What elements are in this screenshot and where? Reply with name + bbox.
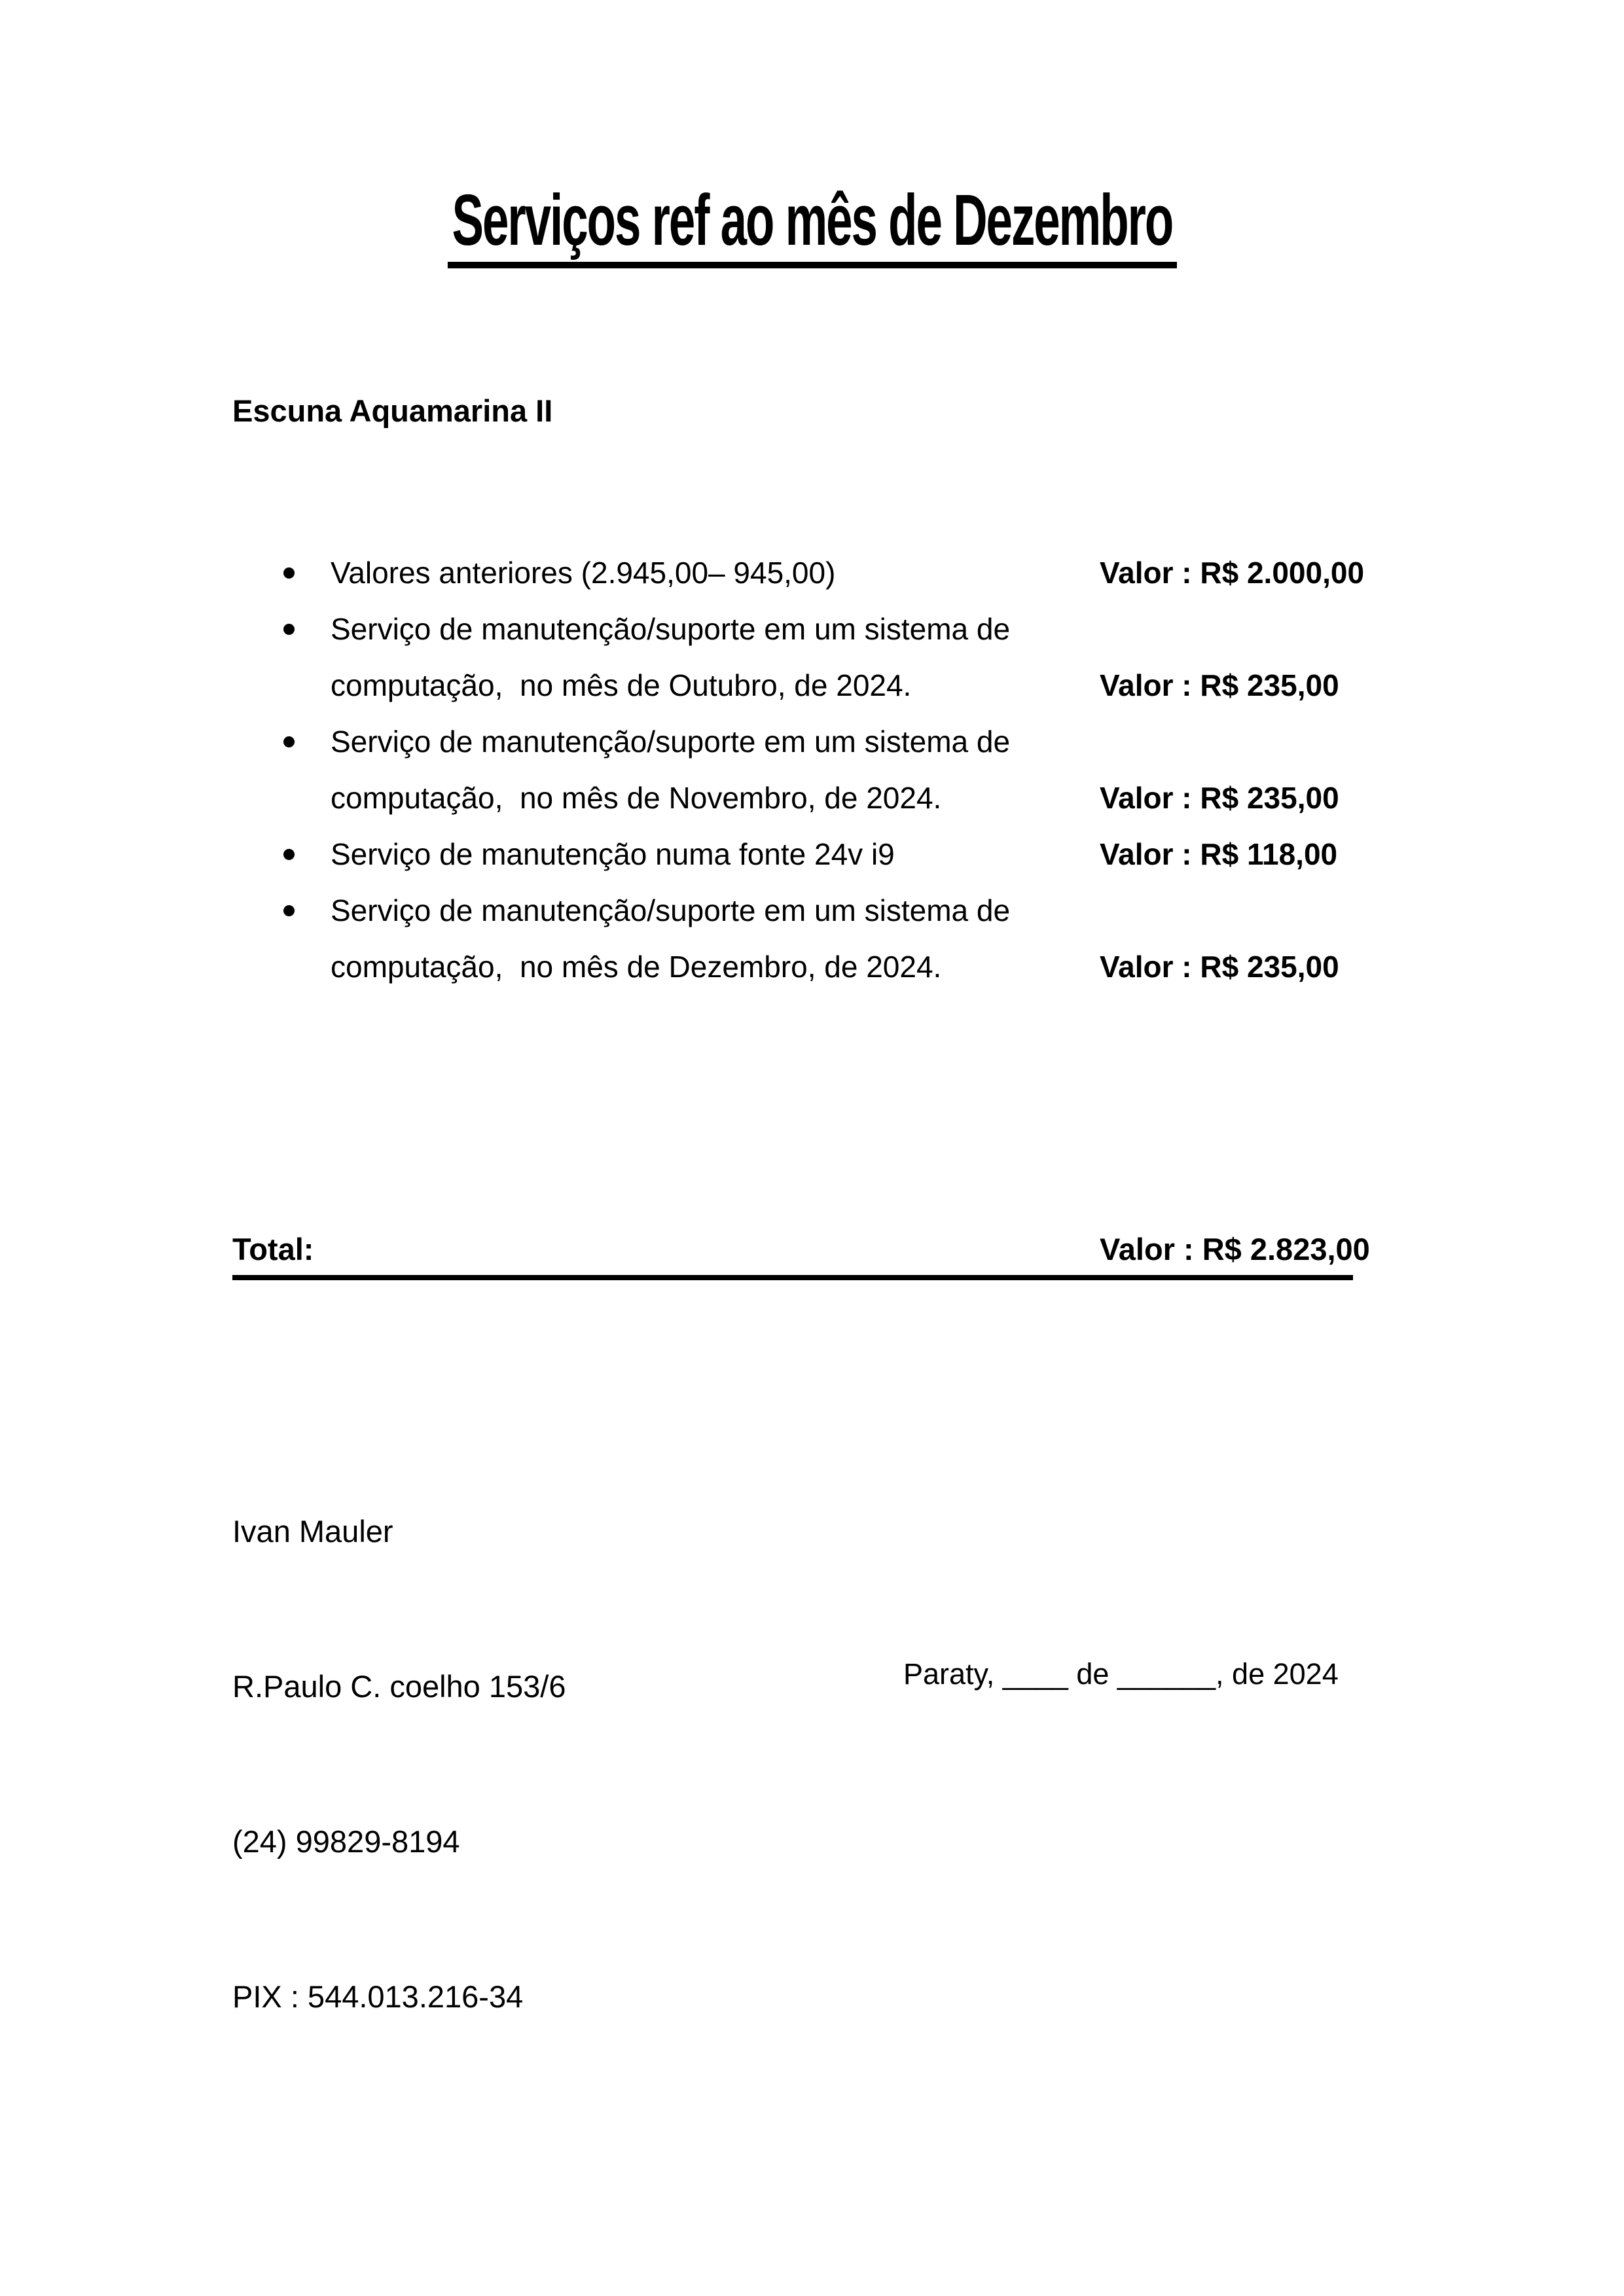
bullet-icon (283, 736, 295, 747)
service-text: computação, no mês de Outubro, de 2024. (331, 668, 912, 702)
service-row (232, 545, 1391, 601)
total-label: Total: (232, 1232, 314, 1266)
bullet-icon (283, 567, 295, 579)
document-title: Serviços ref ao mês de Dezembro (448, 185, 1177, 268)
date-signature-line: Paraty, ____ de ______, de 2024 (903, 1657, 1339, 1691)
bullet-icon (283, 624, 295, 635)
contact-address: R.Paulo C. coelho 153/6 (232, 1669, 566, 1704)
service-value: Valor : R$ 235,00 (1100, 668, 1339, 702)
service-text: Serviço de manutenção/suporte em um sistema de (331, 612, 1011, 646)
service-text: Serviço de manutenção/suporte em um sistema de (331, 725, 1011, 759)
services-list (232, 545, 1391, 995)
contact-name: Ivan Mauler (232, 1514, 393, 1549)
service-text: Serviço de manutenção/suporte em um sistema de (331, 893, 1011, 927)
service-row (232, 657, 1391, 713)
total-value: Valor : R$ 2.823,00 (1100, 1232, 1370, 1266)
service-value: Valor : R$ 235,00 (1100, 950, 1339, 984)
contact-phone: (24) 99829-8194 (232, 1824, 460, 1859)
service-row (232, 882, 1391, 939)
title-wrap (0, 180, 1624, 268)
service-row (232, 713, 1391, 770)
contact-pix: PIX : 544.013.216-34 (232, 1979, 524, 2014)
contact-block (232, 1402, 566, 2126)
service-row (232, 939, 1391, 995)
service-value: Valor : R$ 235,00 (1100, 781, 1339, 815)
service-row (232, 601, 1391, 657)
service-value: Valor : R$ 2.000,00 (1100, 556, 1365, 590)
service-row (232, 770, 1391, 826)
service-value: Valor : R$ 118,00 (1100, 837, 1338, 871)
total-row (232, 1224, 1370, 1280)
service-text: computação, no mês de Dezembro, de 2024. (331, 950, 942, 984)
bullet-icon (283, 905, 295, 916)
bullet-icon (283, 849, 295, 860)
service-row (232, 826, 1391, 882)
client-name: Escuna Aquamarina II (232, 393, 553, 428)
service-text: Serviço de manutenção numa fonte 24v i9 (331, 837, 895, 871)
service-text: computação, no mês de Novembro, de 2024. (331, 781, 942, 815)
service-text: Valores anteriores (2.945,00– 945,00) (331, 556, 836, 590)
